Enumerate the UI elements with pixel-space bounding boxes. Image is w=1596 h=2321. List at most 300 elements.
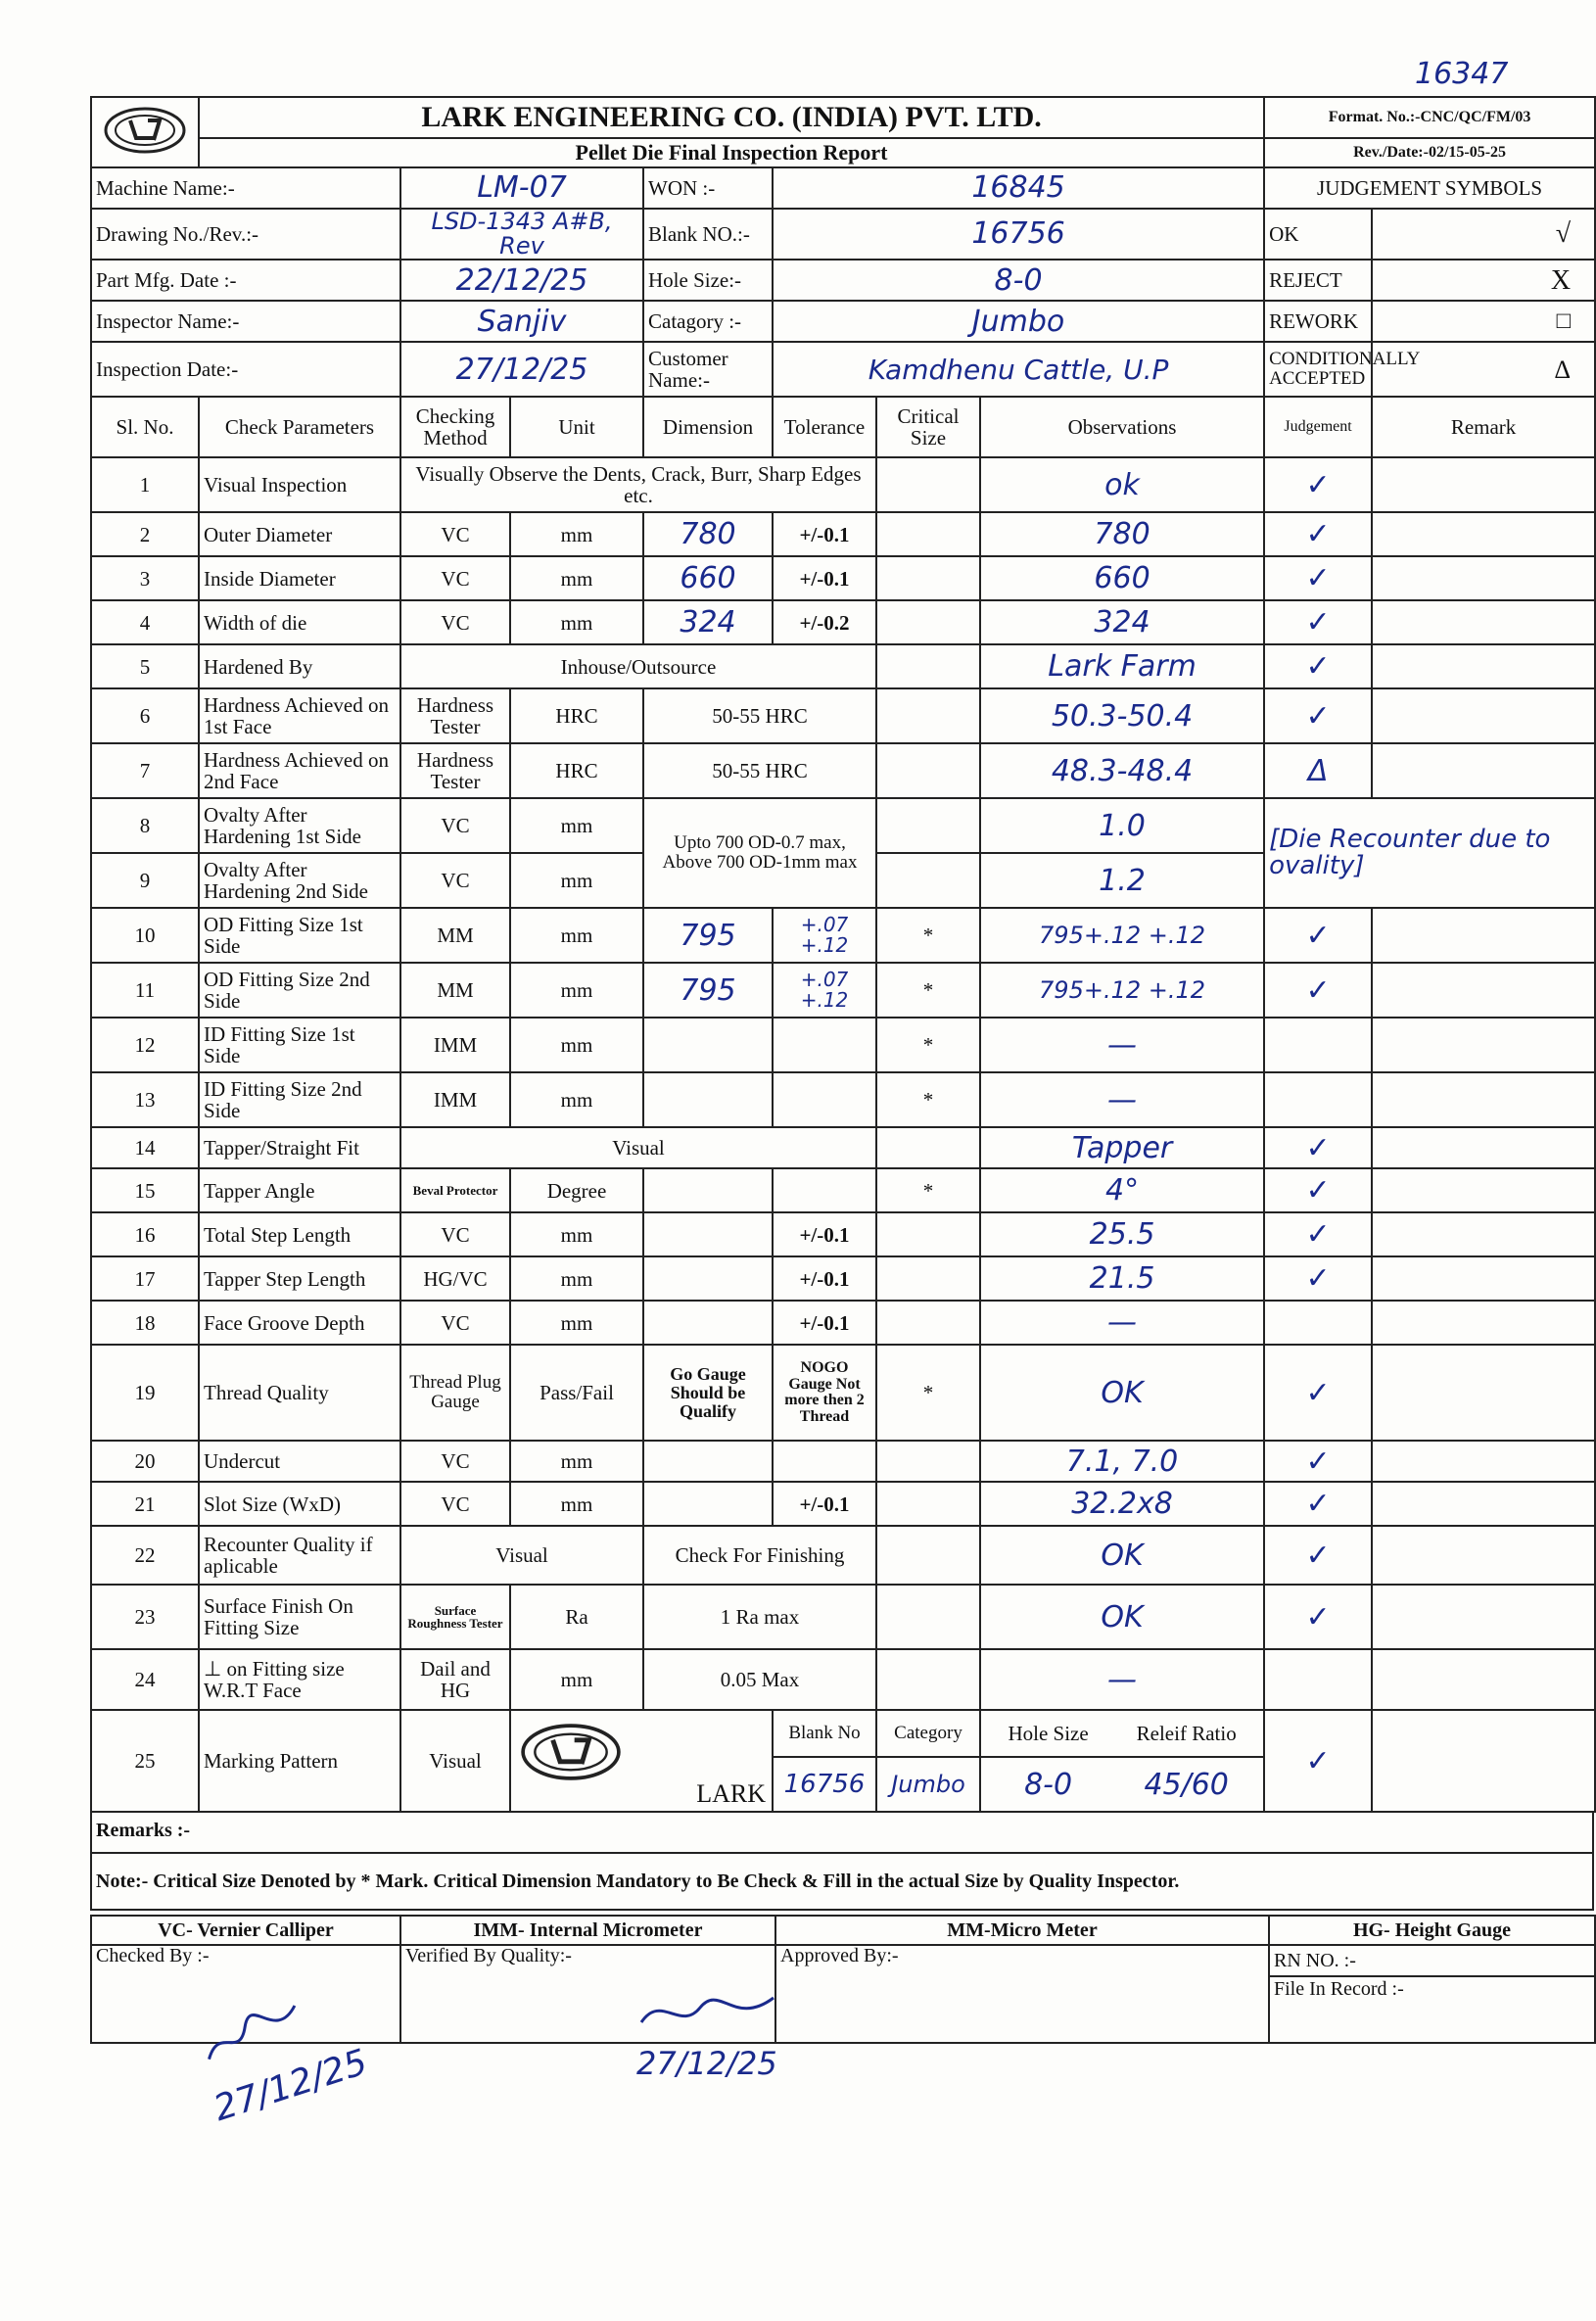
row-judgement: ✓ <box>1264 556 1372 600</box>
category-label: Catagory :- <box>643 301 773 342</box>
row-number: 20 <box>91 1441 199 1482</box>
row-method: Visual <box>400 1710 510 1812</box>
row-tolerance: +/-0.1 <box>773 1482 876 1526</box>
lark-logo-icon <box>517 1719 625 1785</box>
hole-size-value-25: 8-0 45/60 <box>980 1757 1264 1812</box>
row-method: Inhouse/Outsource <box>400 644 876 688</box>
inspection-date-label: Inspection Date:- <box>91 342 400 397</box>
row-critical: * <box>876 1345 980 1441</box>
row-parameter: ⊥ on Fitting size W.R.T Face <box>199 1649 400 1710</box>
row-critical <box>876 1212 980 1256</box>
row-method: VC <box>400 1482 510 1526</box>
row-judgement: ✓ <box>1264 1526 1372 1585</box>
category-value-25: Jumbo <box>876 1757 980 1812</box>
row-critical <box>876 798 980 853</box>
row-dimension <box>643 1168 773 1212</box>
row-remark <box>1372 457 1595 512</box>
row-method: VC <box>400 512 510 556</box>
row-judgement: ✓ <box>1264 1168 1372 1212</box>
col-header-tolerance: Tolerance <box>773 397 876 457</box>
column-header-row <box>91 397 1595 457</box>
rework-label: REWORK <box>1264 301 1372 342</box>
row-observation: 32.2x8 <box>980 1482 1264 1526</box>
row-dimension <box>643 1482 773 1526</box>
conditionally-accepted-symbol: Δ <box>1372 342 1595 397</box>
inspection-date-value: 27/12/25 <box>400 342 643 397</box>
table-row <box>91 688 1595 743</box>
row-unit: mm <box>510 1018 643 1072</box>
row-critical: * <box>876 1018 980 1072</box>
row-method: VC <box>400 1441 510 1482</box>
row-unit: mm <box>510 908 643 963</box>
row-dimension: 795 <box>643 908 773 963</box>
row-number: 7 <box>91 743 199 798</box>
row-method: Thread Plug Gauge <box>400 1345 510 1441</box>
row-observation: — <box>980 1072 1264 1127</box>
row-method: MM <box>400 908 510 963</box>
row-method: Hardness Tester <box>400 743 510 798</box>
row-dimension <box>643 1441 773 1482</box>
table-row <box>91 1256 1595 1301</box>
row-parameter: Face Groove Depth <box>199 1301 400 1345</box>
row-number: 6 <box>91 688 199 743</box>
row-tolerance: +.07 +.12 <box>773 963 876 1018</box>
row-method: Dail and HG <box>400 1649 510 1710</box>
row-number: 17 <box>91 1256 199 1301</box>
row-parameter: Undercut <box>199 1441 400 1482</box>
table-row <box>91 1649 1595 1710</box>
machine-name-label: Machine Name:- <box>91 167 400 209</box>
row-observation: 48.3-48.4 <box>980 743 1264 798</box>
row-method: Hardness Tester <box>400 688 510 743</box>
row-observation: OK <box>980 1345 1264 1441</box>
row-unit: mm <box>510 556 643 600</box>
row-parameter: Tapper/Straight Fit <box>199 1127 400 1168</box>
row-dimension: 324 <box>643 600 773 644</box>
row-tolerance <box>773 1072 876 1127</box>
table-row <box>91 1168 1595 1212</box>
row-critical: * <box>876 1072 980 1127</box>
row-critical <box>876 1301 980 1345</box>
table-row <box>91 457 1595 512</box>
row-parameter: ID Fitting Size 2nd Side <box>199 1072 400 1127</box>
row-unit: mm <box>510 798 643 853</box>
table-row <box>91 1301 1595 1345</box>
form-number: 16347 <box>1415 57 1509 91</box>
row-method: VC <box>400 853 510 908</box>
row-remark <box>1372 1212 1595 1256</box>
row-unit: mm <box>510 1649 643 1710</box>
row-judgement <box>1264 1649 1372 1710</box>
row-observation: 4° <box>980 1168 1264 1212</box>
row-method: Visual <box>400 1526 643 1585</box>
col-header-param: Check Parameters <box>199 397 400 457</box>
row-number: 3 <box>91 556 199 600</box>
row-unit: mm <box>510 1301 643 1345</box>
row-parameter: Inside Diameter <box>199 556 400 600</box>
row-method: IMM <box>400 1072 510 1127</box>
row-parameter: OD Fitting Size 1st Side <box>199 908 400 963</box>
inspection-sheet <box>90 96 1594 2044</box>
verified-by-signature <box>636 1988 783 2082</box>
row-remark <box>1372 1072 1595 1127</box>
row-critical <box>876 600 980 644</box>
row-remark <box>1372 1301 1595 1345</box>
row-number: 14 <box>91 1127 199 1168</box>
hole-size-value: 8-0 <box>773 260 1264 301</box>
row-tolerance: +/-0.1 <box>773 556 876 600</box>
judgement-symbols-title: JUDGEMENT SYMBOLS <box>1264 167 1595 209</box>
row-method: VC <box>400 600 510 644</box>
row-method: VC <box>400 798 510 853</box>
category-label-25: Category <box>876 1710 980 1757</box>
row-observation: OK <box>980 1585 1264 1649</box>
row-remark <box>1372 1441 1595 1482</box>
row-number: 22 <box>91 1526 199 1585</box>
row-unit: Ra <box>510 1585 643 1649</box>
row-remark <box>1372 1649 1595 1710</box>
report-title: Pellet Die Final Inspection Report <box>199 138 1264 167</box>
row-remark <box>1372 1127 1595 1168</box>
row-unit: HRC <box>510 688 643 743</box>
remarks-label: Remarks :- <box>96 1820 191 1842</box>
row-observation: — <box>980 1301 1264 1345</box>
row-critical <box>876 1256 980 1301</box>
row-dimension: 780 <box>643 512 773 556</box>
rn-no-label: RN NO. :- <box>1270 1946 1594 1977</box>
marking-pattern-cell <box>510 1710 773 1812</box>
inspector-label: Inspector Name:- <box>91 301 400 342</box>
row-parameter: Tapper Step Length <box>199 1256 400 1301</box>
row-judgement <box>1264 1301 1372 1345</box>
col-header-unit: Unit <box>510 397 643 457</box>
row-judgement: ✓ <box>1264 688 1372 743</box>
row-method: Beval Protector <box>400 1168 510 1212</box>
row-method: VC <box>400 1212 510 1256</box>
row-tolerance: +.07 +.12 <box>773 908 876 963</box>
row-unit: mm <box>510 963 643 1018</box>
row-critical: * <box>876 963 980 1018</box>
row-parameter: Surface Finish On Fitting Size <box>199 1585 400 1649</box>
rework-symbol: □ <box>1372 301 1595 342</box>
row-judgement: Δ <box>1264 743 1372 798</box>
row-judgement: ✓ <box>1264 1212 1372 1256</box>
row-method: VC <box>400 556 510 600</box>
row-judgement: ✓ <box>1264 1256 1372 1301</box>
row-critical <box>876 853 980 908</box>
row-number: 2 <box>91 512 199 556</box>
table-row <box>91 1441 1595 1482</box>
relief-ratio-label: Releif Ratio <box>1136 1722 1237 1746</box>
row-judgement: ✓ <box>1264 1710 1372 1812</box>
row-unit: HRC <box>510 743 643 798</box>
row-judgement <box>1264 1072 1372 1127</box>
row-remark <box>1372 963 1595 1018</box>
row-number: 16 <box>91 1212 199 1256</box>
row-dimension <box>643 1212 773 1256</box>
mfg-date-label: Part Mfg. Date :- <box>91 260 400 301</box>
row-observation: 795+.12 +.12 <box>980 908 1264 963</box>
row-critical <box>876 1526 980 1585</box>
row-parameter: Slot Size (WxD) <box>199 1482 400 1526</box>
row-number: 8 <box>91 798 199 853</box>
row-tolerance: NOGO Gauge Not more then 2 Thread <box>773 1345 876 1441</box>
revision-date: Rev./Date:-02/15-05-25 <box>1264 138 1595 167</box>
checked-by-label: Checked By :- <box>91 1945 400 2043</box>
verified-by-label: Verified By Quality:- <box>400 1945 775 2043</box>
row-remark <box>1372 644 1595 688</box>
col-header-dimension: Dimension <box>643 397 773 457</box>
row-remark <box>1372 1345 1595 1441</box>
row-critical: * <box>876 908 980 963</box>
row-observation: Tapper <box>980 1127 1264 1168</box>
row-observation: OK <box>980 1526 1264 1585</box>
blank-no-label: Blank No <box>773 1710 876 1757</box>
category-value: Jumbo <box>773 301 1264 342</box>
inspector-value: Sanjiv <box>400 301 643 342</box>
row-critical <box>876 556 980 600</box>
reject-label: REJECT <box>1264 260 1372 301</box>
blank-no-value: 16756 <box>773 1757 876 1812</box>
row-observation: 795+.12 +.12 <box>980 963 1264 1018</box>
table-row <box>91 743 1595 798</box>
col-header-critical: Critical Size <box>876 397 980 457</box>
row-observation: 1.2 <box>980 853 1264 908</box>
machine-name-value: LM-07 <box>400 167 643 209</box>
table-row <box>91 1482 1595 1526</box>
verified-sign-date: 27/12/25 <box>636 2045 777 2082</box>
customer-label: Customer Name:- <box>643 342 773 397</box>
row-number: 4 <box>91 600 199 644</box>
row-dimension <box>643 1301 773 1345</box>
lark-text: LARK <box>696 1779 766 1809</box>
table-row <box>91 1018 1595 1072</box>
col-header-judgement: Judgement <box>1264 397 1372 457</box>
col-header-method: Checking Method <box>400 397 510 457</box>
hole-size-label: Hole Size:- <box>643 260 773 301</box>
checked-sign-date: 27/12/25 <box>209 2042 373 2130</box>
table-row <box>91 963 1595 1018</box>
blank-value: 16756 <box>773 209 1264 260</box>
row-tolerance: +/-0.1 <box>773 1256 876 1301</box>
row-observation: 780 <box>980 512 1264 556</box>
row-critical <box>876 688 980 743</box>
col-header-observations: Observations <box>980 397 1264 457</box>
row-dimension: Go Gauge Should be Qualify <box>643 1345 773 1441</box>
row-method: VC <box>400 1301 510 1345</box>
row-unit: mm <box>510 1256 643 1301</box>
row-tolerance <box>773 1018 876 1072</box>
table-row <box>91 1212 1595 1256</box>
row-number: 21 <box>91 1482 199 1526</box>
row-critical <box>876 1441 980 1482</box>
won-value: 16845 <box>773 167 1264 209</box>
row-observation: 660 <box>980 556 1264 600</box>
legend-mm: MM-Micro Meter <box>775 1916 1269 1945</box>
row-unit: Pass/Fail <box>510 1345 643 1441</box>
table-row <box>91 1345 1595 1441</box>
row-remark <box>1372 512 1595 556</box>
signature-icon <box>636 1988 783 2037</box>
reject-symbol: X <box>1372 260 1595 301</box>
row-observation: 7.1, 7.0 <box>980 1441 1264 1482</box>
row-parameter: Ovalty After Hardening 1st Side <box>199 798 400 853</box>
row-tolerance: +/-0.1 <box>773 512 876 556</box>
row-critical <box>876 1127 980 1168</box>
row-remark <box>1372 1585 1595 1649</box>
file-record-label: File In Record :- <box>1274 1978 1404 2001</box>
row-method: Visually Observe the Dents, Crack, Burr, Sharp Edges etc. <box>400 457 876 512</box>
row-tolerance <box>773 1168 876 1212</box>
row-number: 24 <box>91 1649 199 1710</box>
table-row <box>91 512 1595 556</box>
blank-label: Blank NO.:- <box>643 209 773 260</box>
row-observation: 25.5 <box>980 1212 1264 1256</box>
row-number: 10 <box>91 908 199 963</box>
row-parameter: Outer Diameter <box>199 512 400 556</box>
row-remark <box>1372 743 1595 798</box>
row-observation: — <box>980 1649 1264 1710</box>
row-remark <box>1372 600 1595 644</box>
row-observation: 324 <box>980 600 1264 644</box>
row-observation: Lark Farm <box>980 644 1264 688</box>
row-critical <box>876 1585 980 1649</box>
ovality-remark: [Die Recounter due to ovality] <box>1264 798 1595 908</box>
table-row <box>91 556 1595 600</box>
row-judgement: ✓ <box>1264 963 1372 1018</box>
row-method: Visual <box>400 1127 876 1168</box>
row-dimension <box>643 1018 773 1072</box>
row-dimension: Check For Finishing <box>643 1526 876 1585</box>
report-header-table <box>90 96 1596 1813</box>
note-row <box>90 1852 1594 1911</box>
row-parameter: Total Step Length <box>199 1212 400 1256</box>
row-unit: mm <box>510 853 643 908</box>
row-parameter: Hardened By <box>199 644 400 688</box>
row-critical <box>876 457 980 512</box>
row-dimension: 1 Ra max <box>643 1585 876 1649</box>
won-label: WON :- <box>643 167 773 209</box>
col-header-sl: Sl. No. <box>91 397 199 457</box>
row-number: 15 <box>91 1168 199 1212</box>
row-number: 5 <box>91 644 199 688</box>
row-number: 25 <box>91 1710 199 1812</box>
remarks-row <box>90 1813 1594 1852</box>
conditionally-accepted-label: CONDITIONALLY ACCEPTED <box>1264 342 1372 397</box>
row-remark <box>1372 1526 1595 1585</box>
row-critical <box>876 644 980 688</box>
row-dimension: Upto 700 OD-0.7 max, Above 700 OD-1mm max <box>643 798 876 908</box>
row-number: 23 <box>91 1585 199 1649</box>
row-tolerance <box>773 1441 876 1482</box>
critical-note: Note:- Critical Size Denoted by * Mark. Critical Dimension Mandatory to Be Check & Fill in the actual Size by Quality Inspector. <box>96 1870 1180 1892</box>
row-number: 9 <box>91 853 199 908</box>
row-judgement: ✓ <box>1264 1585 1372 1649</box>
legend-vc: VC- Vernier Calliper <box>91 1916 400 1945</box>
row-critical: * <box>876 1168 980 1212</box>
drawing-label: Drawing No./Rev.:- <box>91 209 400 260</box>
row-parameter: ID Fitting Size 1st Side <box>199 1018 400 1072</box>
row-parameter: Visual Inspection <box>199 457 400 512</box>
table-row <box>91 644 1595 688</box>
mfg-date-value: 22/12/25 <box>400 260 643 301</box>
approved-by-label: Approved By:- <box>775 1945 1269 2043</box>
row-remark <box>1372 1256 1595 1301</box>
row-number: 18 <box>91 1301 199 1345</box>
row-unit: mm <box>510 1441 643 1482</box>
row-parameter: Width of die <box>199 600 400 644</box>
row-judgement: ✓ <box>1264 457 1372 512</box>
table-row <box>91 600 1595 644</box>
row-parameter: Thread Quality <box>199 1345 400 1441</box>
drawing-value: LSD-1343 A#B, Rev <box>400 209 643 260</box>
legend-imm: IMM- Internal Micrometer <box>400 1916 775 1945</box>
table-row <box>91 908 1595 963</box>
row-dimension <box>643 1256 773 1301</box>
row-parameter: Hardness Achieved on 2nd Face <box>199 743 400 798</box>
row-judgement: ✓ <box>1264 644 1372 688</box>
company-name: LARK ENGINEERING CO. (INDIA) PVT. LTD. <box>199 97 1264 138</box>
row-method: HG/VC <box>400 1256 510 1301</box>
row-judgement: ✓ <box>1264 1127 1372 1168</box>
row-remark <box>1372 688 1595 743</box>
row-observation: 50.3-50.4 <box>980 688 1264 743</box>
company-logo <box>91 97 199 167</box>
table-row <box>91 1585 1595 1649</box>
row-tolerance: +/-0.1 <box>773 1301 876 1345</box>
row-tolerance: +/-0.2 <box>773 600 876 644</box>
row-parameter: Recounter Quality if aplicable <box>199 1526 400 1585</box>
row-critical <box>876 743 980 798</box>
row-critical <box>876 512 980 556</box>
row-judgement <box>1264 1018 1372 1072</box>
ok-symbol: √ <box>1372 209 1595 260</box>
row-judgement: ✓ <box>1264 908 1372 963</box>
row-observation: — <box>980 1018 1264 1072</box>
row-remark <box>1372 1482 1595 1526</box>
customer-value: Kamdhenu Cattle, U.P <box>773 342 1264 397</box>
row-method: Surface Roughness Tester <box>400 1585 510 1649</box>
relief-ratio-value: 45/60 <box>1144 1767 1229 1802</box>
row-parameter: OD Fitting Size 2nd Side <box>199 963 400 1018</box>
row-critical <box>876 1482 980 1526</box>
row-dimension: 50-55 HRC <box>643 743 876 798</box>
row-dimension: 660 <box>643 556 773 600</box>
row-remark <box>1372 556 1595 600</box>
row-unit: mm <box>510 600 643 644</box>
row-tolerance: +/-0.1 <box>773 1212 876 1256</box>
row-number: 19 <box>91 1345 199 1441</box>
row-judgement: ✓ <box>1264 1441 1372 1482</box>
row-critical <box>876 1649 980 1710</box>
hole-size-label-25: Hole Size Releif Ratio <box>980 1710 1264 1757</box>
row-judgement: ✓ <box>1264 1482 1372 1526</box>
row-number: 11 <box>91 963 199 1018</box>
col-header-remark: Remark <box>1372 397 1595 457</box>
row-judgement: ✓ <box>1264 600 1372 644</box>
table-row <box>91 1127 1595 1168</box>
row-unit: mm <box>510 1212 643 1256</box>
table-row <box>91 1710 1595 1757</box>
row-unit: mm <box>510 1482 643 1526</box>
row-judgement: ✓ <box>1264 1345 1372 1441</box>
row-dimension: 795 <box>643 963 773 1018</box>
row-parameter: Marking Pattern <box>199 1710 400 1812</box>
table-row <box>91 1526 1595 1585</box>
row-unit: mm <box>510 1072 643 1127</box>
row-parameter: Hardness Achieved on 1st Face <box>199 688 400 743</box>
row-observation: 1.0 <box>980 798 1264 853</box>
